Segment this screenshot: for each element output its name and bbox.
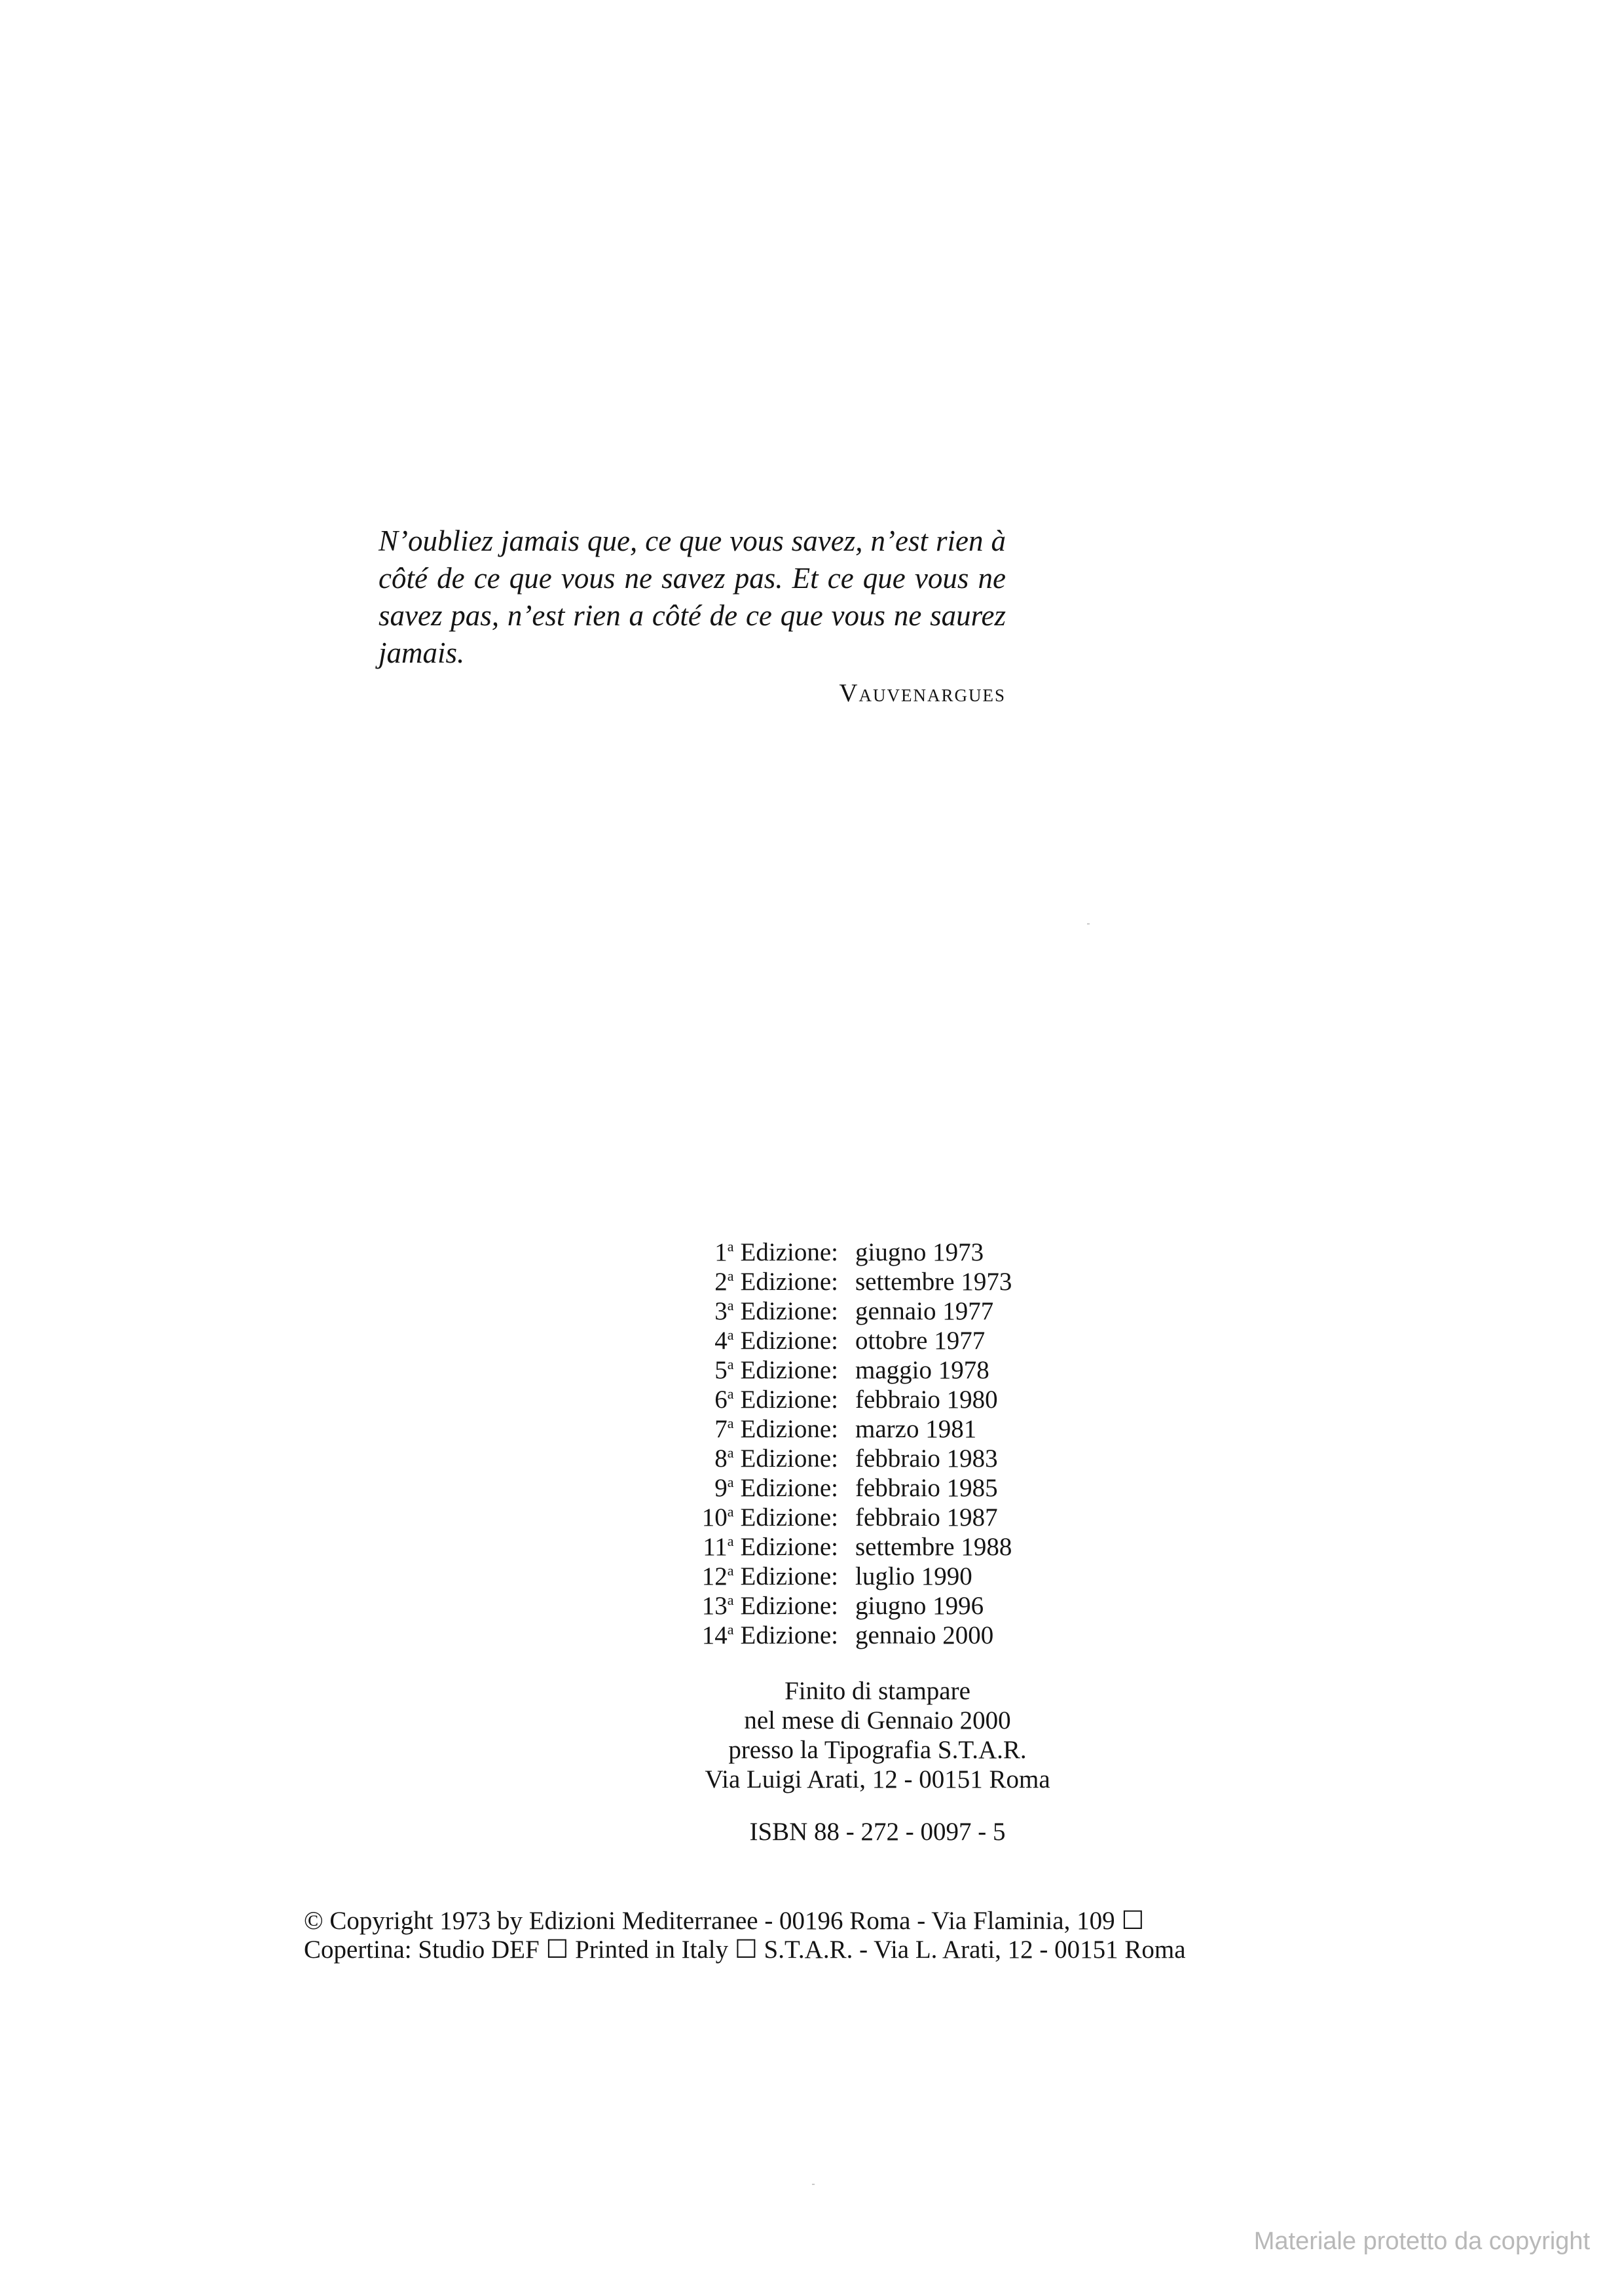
edition-date: febbraio 1985 xyxy=(855,1474,998,1502)
edition-number: 9 xyxy=(714,1474,728,1502)
edition-date: luglio 1990 xyxy=(855,1562,972,1590)
edition-date: gennaio 2000 xyxy=(855,1621,994,1649)
copyright-line: © Copyright 1973 by Edizioni Mediterranee - 00196 Roma - Via Flaminia, 109 ☐ xyxy=(304,1907,1145,1935)
edition-word: Edizione: xyxy=(740,1592,838,1620)
edition-word: Edizione: xyxy=(740,1327,838,1355)
edition-ordinal-suffix: a xyxy=(727,1327,734,1343)
edition-ordinal-suffix: a xyxy=(727,1415,734,1431)
edition-date: ottobre 1977 xyxy=(855,1327,986,1355)
edition-ordinal-suffix: a xyxy=(727,1444,734,1461)
edition-number: 7 xyxy=(714,1415,728,1443)
edition-word: Edizione: xyxy=(740,1474,838,1502)
edition-ordinal-suffix: a xyxy=(727,1533,734,1549)
printing-line: presso la Tipografia S.T.A.R. xyxy=(728,1736,1027,1764)
edition-word: Edizione: xyxy=(740,1356,838,1384)
edition-label xyxy=(655,1621,838,1650)
edition-date: giugno 1996 xyxy=(855,1592,984,1620)
edition-row xyxy=(655,1326,1012,1355)
edition-row xyxy=(655,1385,1012,1414)
edition-number: 8 xyxy=(714,1444,728,1473)
edition-list xyxy=(655,1238,1012,1650)
credits xyxy=(304,1907,1443,1964)
edition-word: Edizione: xyxy=(740,1386,838,1414)
edition-ordinal-suffix: a xyxy=(727,1297,734,1313)
edition-label xyxy=(655,1326,838,1355)
edition-row xyxy=(655,1503,1012,1532)
scan-speck xyxy=(1087,923,1090,925)
printing-line: Via Luigi Arati, 12 - 00151 Roma xyxy=(705,1765,1050,1793)
edition-word: Edizione: xyxy=(740,1238,838,1266)
epigraph xyxy=(378,523,1006,708)
edition-date: settembre 1973 xyxy=(855,1268,1012,1296)
edition-date: febbraio 1980 xyxy=(855,1386,998,1414)
edition-number: 2 xyxy=(714,1268,728,1296)
edition-label xyxy=(655,1414,838,1444)
edition-row xyxy=(655,1532,1012,1562)
edition-ordinal-suffix: a xyxy=(727,1503,734,1520)
edition-label xyxy=(655,1473,838,1503)
edition-label xyxy=(655,1591,838,1621)
edition-word: Edizione: xyxy=(740,1297,838,1325)
edition-date: settembre 1988 xyxy=(855,1533,1012,1561)
edition-number: 14 xyxy=(701,1621,728,1649)
edition-label xyxy=(655,1444,838,1473)
cover-line: Copertina: Studio DEF ☐ Printed in Italy ☐ S.T.A.R. - Via L. Arati, 12 - 00151 Roma xyxy=(304,1936,1186,1964)
edition-ordinal-suffix: a xyxy=(727,1356,734,1372)
edition-date: febbraio 1987 xyxy=(855,1503,998,1532)
edition-number: 5 xyxy=(714,1356,728,1384)
scan-speck xyxy=(812,2184,815,2185)
edition-label xyxy=(655,1385,838,1414)
edition-ordinal-suffix: a xyxy=(727,1386,734,1402)
edition-number: 10 xyxy=(701,1503,728,1532)
isbn: ISBN 88 - 272 - 0097 - 5 xyxy=(749,1818,1006,1846)
printing-line: Finito di stampare xyxy=(784,1677,970,1705)
printing-line: nel mese di Gennaio 2000 xyxy=(744,1706,1011,1735)
edition-label xyxy=(655,1503,838,1532)
epigraph-text: N’oubliez jamais que, ce que vous savez, n’est rien à côté de ce que vous ne savez pas. Et ce que vous ne savez pas, n’est rien a côté de ce que vous ne saurez jamais. xyxy=(378,524,1006,669)
edition-word: Edizione: xyxy=(740,1533,838,1561)
edition-ordinal-suffix: a xyxy=(727,1592,734,1608)
edition-number: 1 xyxy=(714,1238,728,1266)
edition-word: Edizione: xyxy=(740,1503,838,1532)
edition-label xyxy=(655,1562,838,1591)
edition-row xyxy=(655,1591,1012,1621)
edition-row xyxy=(655,1238,1012,1267)
edition-number: 11 xyxy=(703,1533,728,1561)
edition-number: 3 xyxy=(714,1297,728,1325)
edition-word: Edizione: xyxy=(740,1268,838,1296)
edition-row xyxy=(655,1473,1012,1503)
edition-number: 13 xyxy=(701,1592,728,1620)
edition-ordinal-suffix: a xyxy=(727,1474,734,1490)
edition-row xyxy=(655,1621,1012,1650)
epigraph-author: Vauvenargues xyxy=(839,679,1006,707)
edition-row xyxy=(655,1355,1012,1385)
edition-date: febbraio 1983 xyxy=(855,1444,998,1473)
edition-row xyxy=(655,1296,1012,1326)
printing-info xyxy=(589,1676,1166,1794)
edition-label xyxy=(655,1267,838,1296)
edition-word: Edizione: xyxy=(740,1415,838,1443)
edition-row xyxy=(655,1444,1012,1473)
edition-ordinal-suffix: a xyxy=(727,1268,734,1284)
edition-date: maggio 1978 xyxy=(855,1356,989,1384)
edition-label xyxy=(655,1238,838,1267)
edition-label xyxy=(655,1532,838,1562)
edition-date: giugno 1973 xyxy=(855,1238,984,1266)
edition-ordinal-suffix: a xyxy=(727,1238,734,1255)
edition-word: Edizione: xyxy=(740,1621,838,1649)
edition-date: marzo 1981 xyxy=(855,1415,977,1443)
edition-label xyxy=(655,1296,838,1326)
edition-number: 4 xyxy=(714,1327,728,1355)
edition-row xyxy=(655,1414,1012,1444)
edition-date: gennaio 1977 xyxy=(855,1297,994,1325)
edition-label xyxy=(655,1355,838,1385)
edition-word: Edizione: xyxy=(740,1562,838,1590)
edition-number: 12 xyxy=(701,1562,728,1590)
edition-row xyxy=(655,1562,1012,1591)
edition-word: Edizione: xyxy=(740,1444,838,1473)
edition-ordinal-suffix: a xyxy=(727,1562,734,1579)
edition-ordinal-suffix: a xyxy=(727,1621,734,1638)
copyright-watermark: Materiale protetto da copyright xyxy=(1253,2228,1590,2255)
edition-row xyxy=(655,1267,1012,1296)
edition-number: 6 xyxy=(714,1386,728,1414)
